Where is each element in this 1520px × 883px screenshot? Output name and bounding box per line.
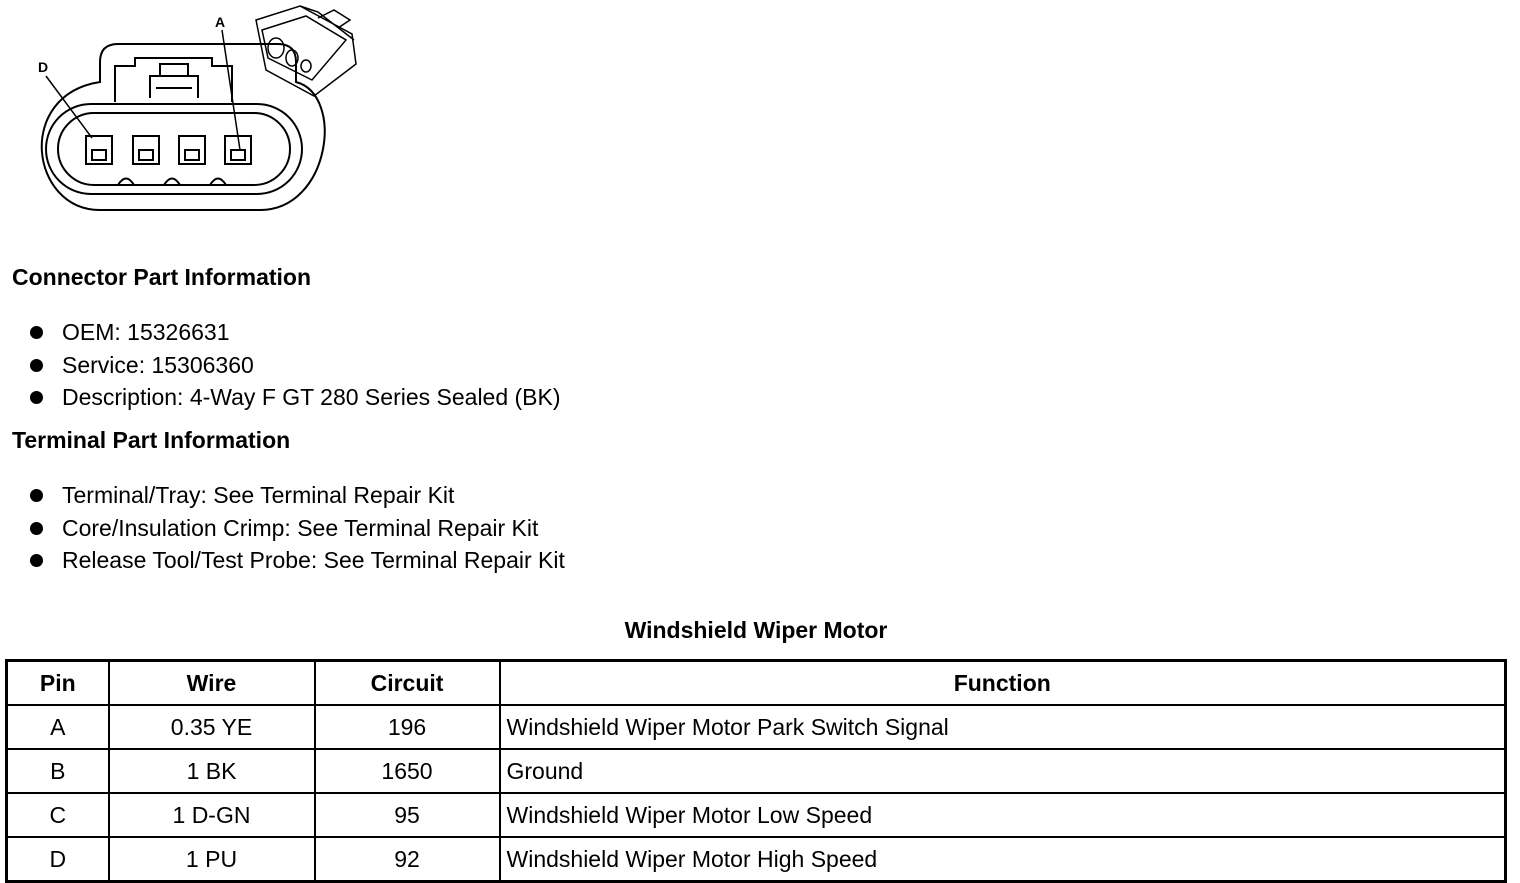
terminal-cavity-d: [86, 136, 112, 164]
pinout-table: [5, 659, 1507, 883]
terminal-cavity-b: [179, 136, 205, 164]
terminal-part-heading: Terminal Part Information: [12, 427, 291, 453]
table-row: [7, 749, 1506, 793]
cell-function: Ground: [500, 749, 1506, 793]
list-item: OEM: 15326631: [28, 316, 561, 349]
cell-pin: C: [7, 793, 109, 837]
list-item: Terminal/Tray: See Terminal Repair Kit: [28, 479, 565, 512]
cell-circuit: 1650: [315, 749, 500, 793]
terminal-cavity-c: [133, 136, 159, 164]
connector-part-heading: Connector Part Information: [12, 264, 312, 290]
table-row: [7, 705, 1506, 749]
cell-circuit: 95: [315, 793, 500, 837]
header-function: Function: [500, 661, 1506, 706]
table-row: [7, 837, 1506, 882]
callout-leader-a: [222, 30, 240, 150]
cell-circuit: 92: [315, 837, 500, 882]
callout-label-a: A: [215, 14, 226, 30]
cell-function: Windshield Wiper Motor Low Speed: [500, 793, 1506, 837]
connector-diagram: [0, 0, 380, 225]
cell-wire: 1 D-GN: [109, 793, 315, 837]
list-item: Description: 4-Way F GT 280 Series Sealed (BK): [28, 381, 561, 414]
table-header-row: [7, 661, 1506, 706]
callout-label-d: D: [38, 59, 49, 75]
cell-wire: 1 PU: [109, 837, 315, 882]
cell-wire: 0.35 YE: [109, 705, 315, 749]
terminal-part-list: [28, 479, 565, 577]
table-row: [7, 793, 1506, 837]
connector-seal-outer: [46, 104, 302, 194]
list-item: Core/Insulation Crimp: See Terminal Repair Kit: [28, 512, 565, 545]
cell-pin: D: [7, 837, 109, 882]
cell-function: Windshield Wiper Motor High Speed: [500, 837, 1506, 882]
cell-pin: B: [7, 749, 109, 793]
cell-wire: 1 BK: [109, 749, 315, 793]
connector-part-list: [28, 316, 561, 414]
cell-circuit: 196: [315, 705, 500, 749]
table-title: Windshield Wiper Motor: [624, 617, 888, 643]
cell-function: Windshield Wiper Motor Park Switch Signal: [500, 705, 1506, 749]
header-circuit: Circuit: [315, 661, 500, 706]
header-wire: Wire: [109, 661, 315, 706]
terminal-cavities: [86, 136, 251, 164]
list-item: Release Tool/Test Probe: See Terminal Repair Kit: [28, 544, 565, 577]
list-item: Service: 15306360: [28, 349, 561, 382]
connector-perspective-icon: [256, 6, 356, 96]
header-pin: Pin: [7, 661, 109, 706]
cell-pin: A: [7, 705, 109, 749]
